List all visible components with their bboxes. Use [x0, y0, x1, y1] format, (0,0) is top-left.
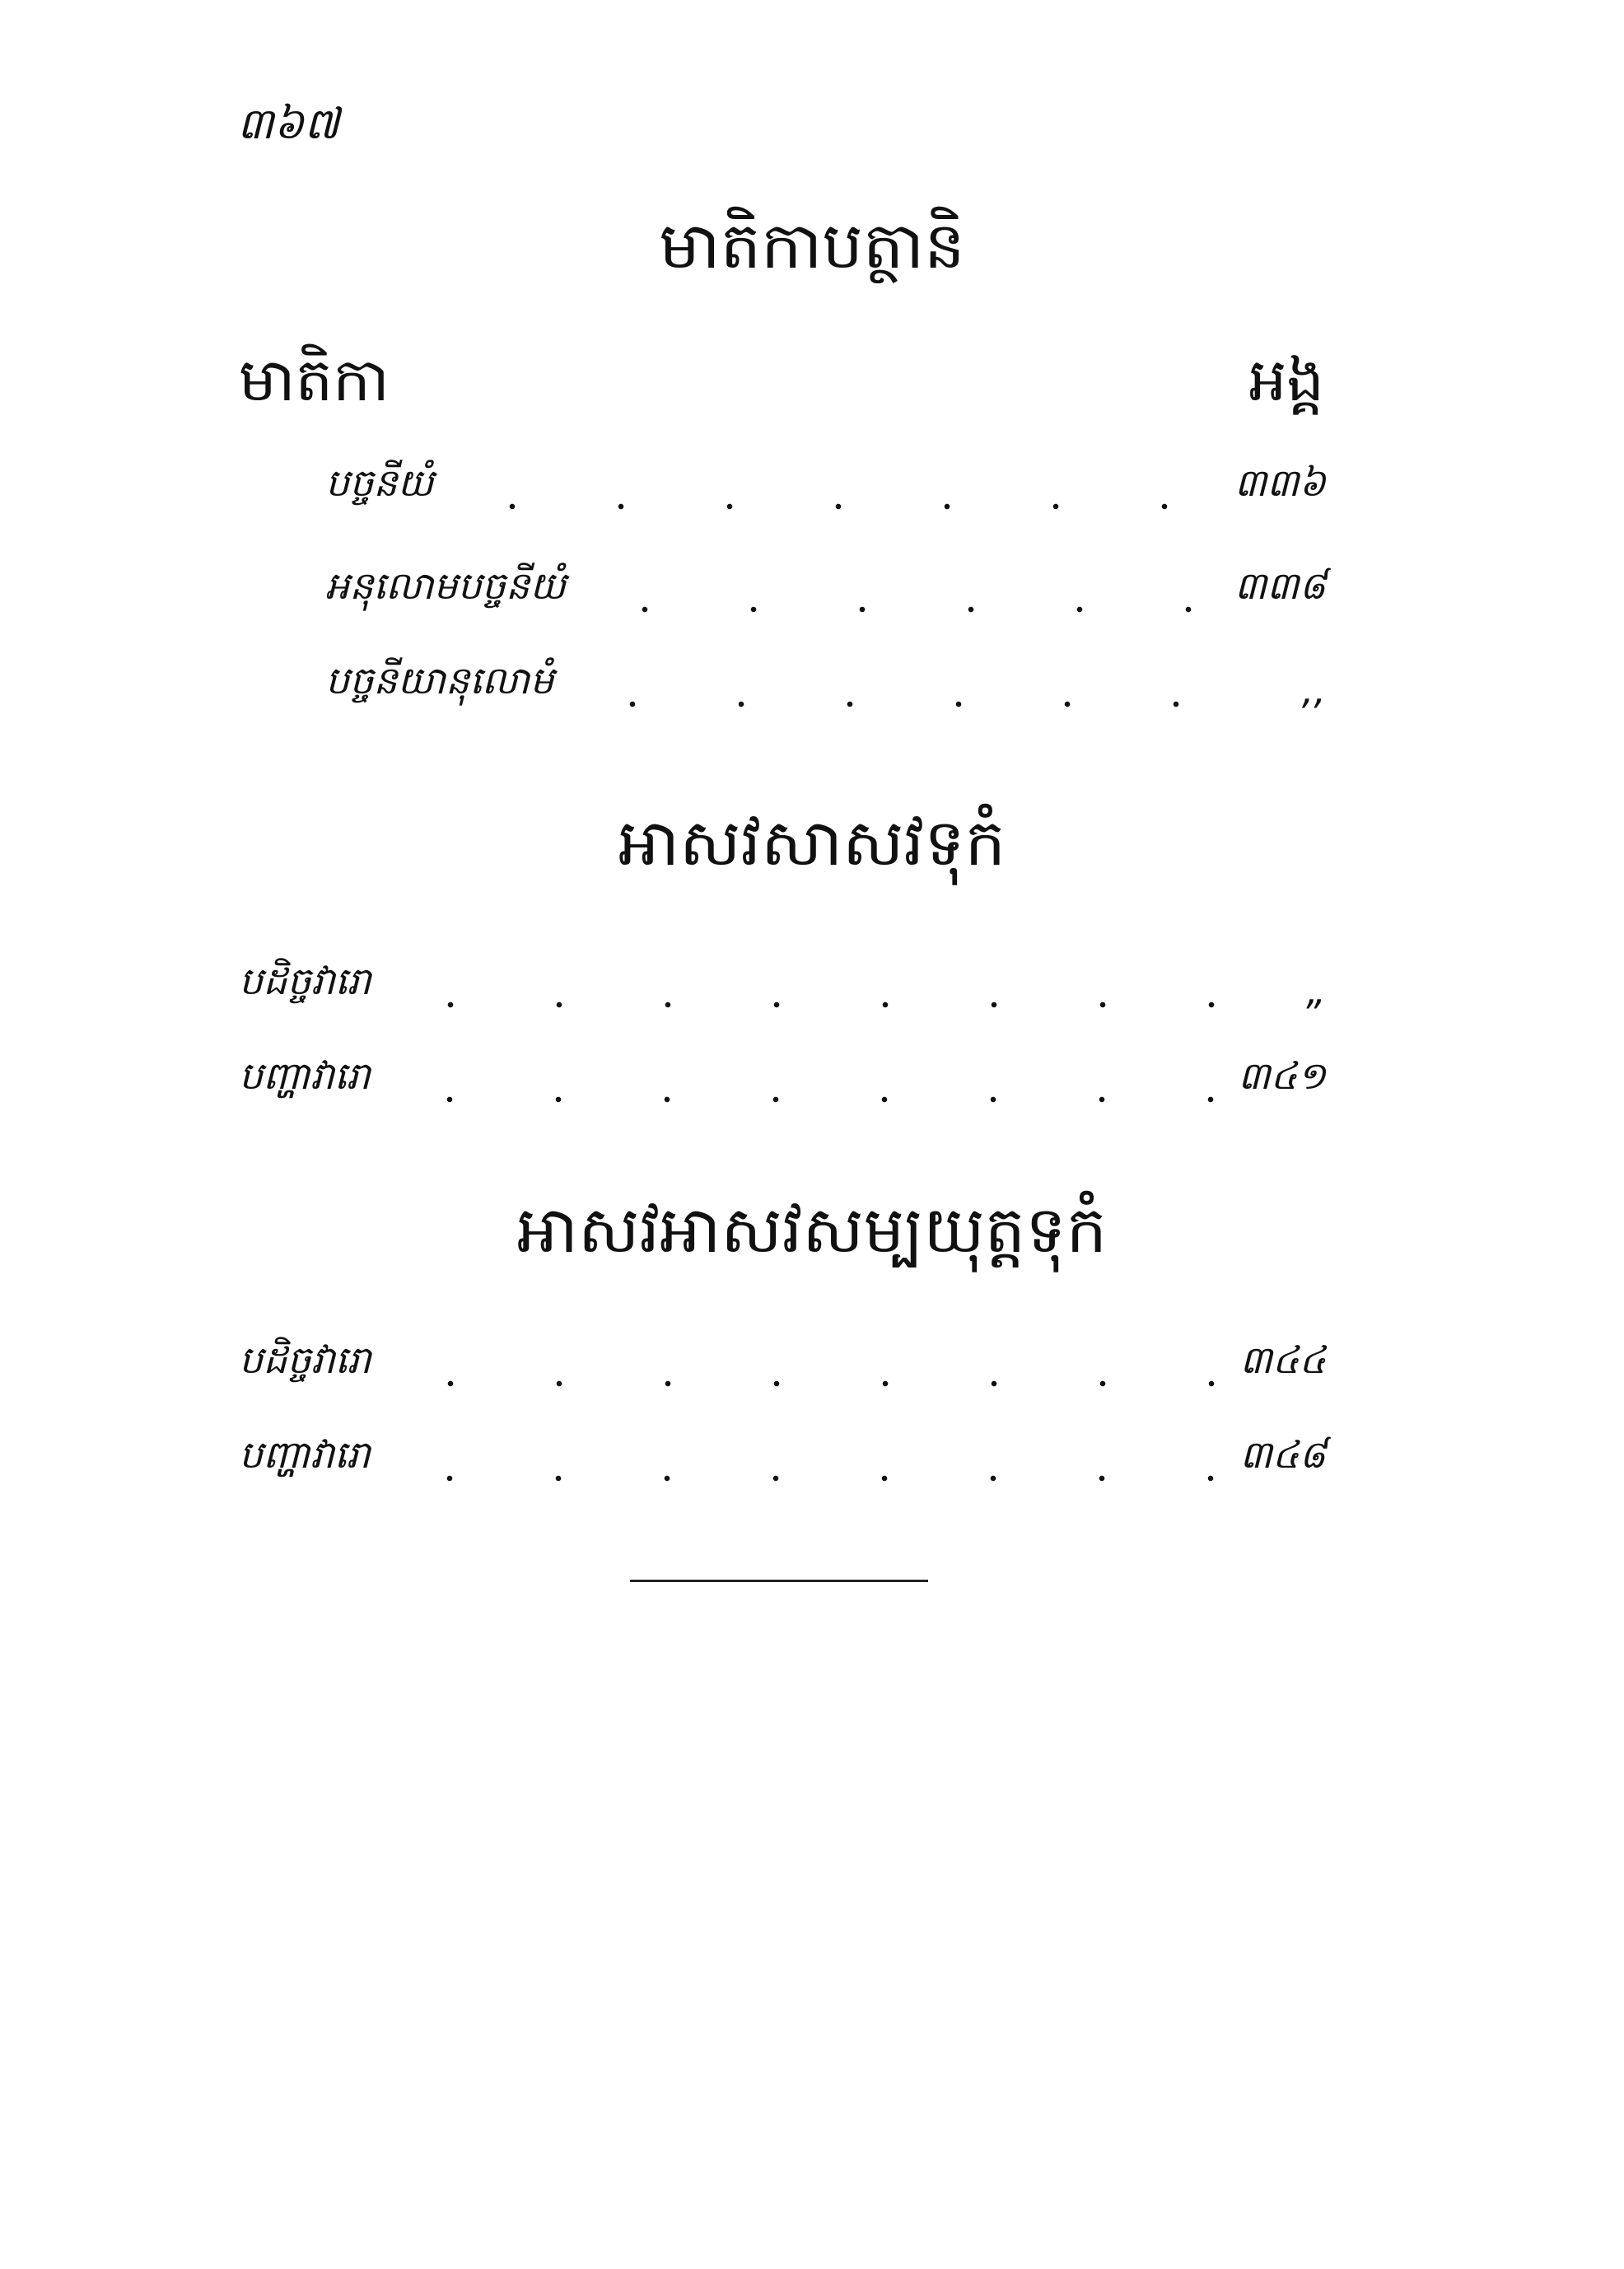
toc-row[interactable]: [325, 655, 1326, 712]
toc-row-page: ៣៤៨: [1239, 1432, 1326, 1477]
dot-leader: [395, 1075, 1217, 1108]
toc-row-label: បច្ចនីយំ: [325, 460, 434, 505]
closing-rule: [630, 1580, 928, 1582]
column-header-contents: មាតិកា: [239, 345, 390, 414]
toc-row-page: ៣៣៨: [1234, 563, 1326, 608]
toc-row-label: បដិច្ចវារោ: [239, 1338, 371, 1382]
toc-row[interactable]: [239, 955, 1326, 1013]
toc-row[interactable]: [325, 560, 1326, 618]
toc-row[interactable]: [325, 457, 1326, 515]
toc-row-page: ,,: [1301, 668, 1326, 712]
dot-leader: [396, 980, 1217, 1013]
toc-row[interactable]: [239, 1334, 1326, 1392]
toc-row-label: បច្ចនីយានុលោមំ: [325, 658, 554, 703]
toc-row-page: ៣៤១: [1238, 1053, 1326, 1098]
column-header-page: អង្គ: [1248, 345, 1324, 414]
dot-leader: [578, 679, 1217, 712]
toc-row-page: „: [1306, 969, 1326, 1013]
dot-leader: [458, 482, 1217, 515]
page-title: មាតិកាបត្ថានិ: [659, 209, 965, 283]
dot-leader: [396, 1359, 1217, 1392]
toc-row-label: បញ្ហាវារោ: [239, 1432, 371, 1477]
section-heading: អាសវអាសវសម្បយុត្តទុកំ: [516, 1193, 1108, 1268]
section-heading: អាសវសាសវទុកំ: [618, 806, 1006, 880]
toc-row-label: អនុលោមបច្ចនីយំ: [325, 563, 566, 608]
toc-row-label: បញ្ហាវារោ: [239, 1053, 371, 1098]
toc-row-page: ៣៤៤: [1239, 1338, 1326, 1382]
toc-row[interactable]: [239, 1050, 1326, 1108]
dot-leader: [395, 1454, 1217, 1487]
toc-row-label: បដិច្ចវារោ: [239, 959, 371, 1003]
toc-row[interactable]: [239, 1429, 1326, 1487]
page-number: ៣៦៧: [237, 100, 339, 149]
dot-leader: [590, 585, 1217, 618]
toc-row-page: ៣៣៦: [1234, 460, 1326, 505]
